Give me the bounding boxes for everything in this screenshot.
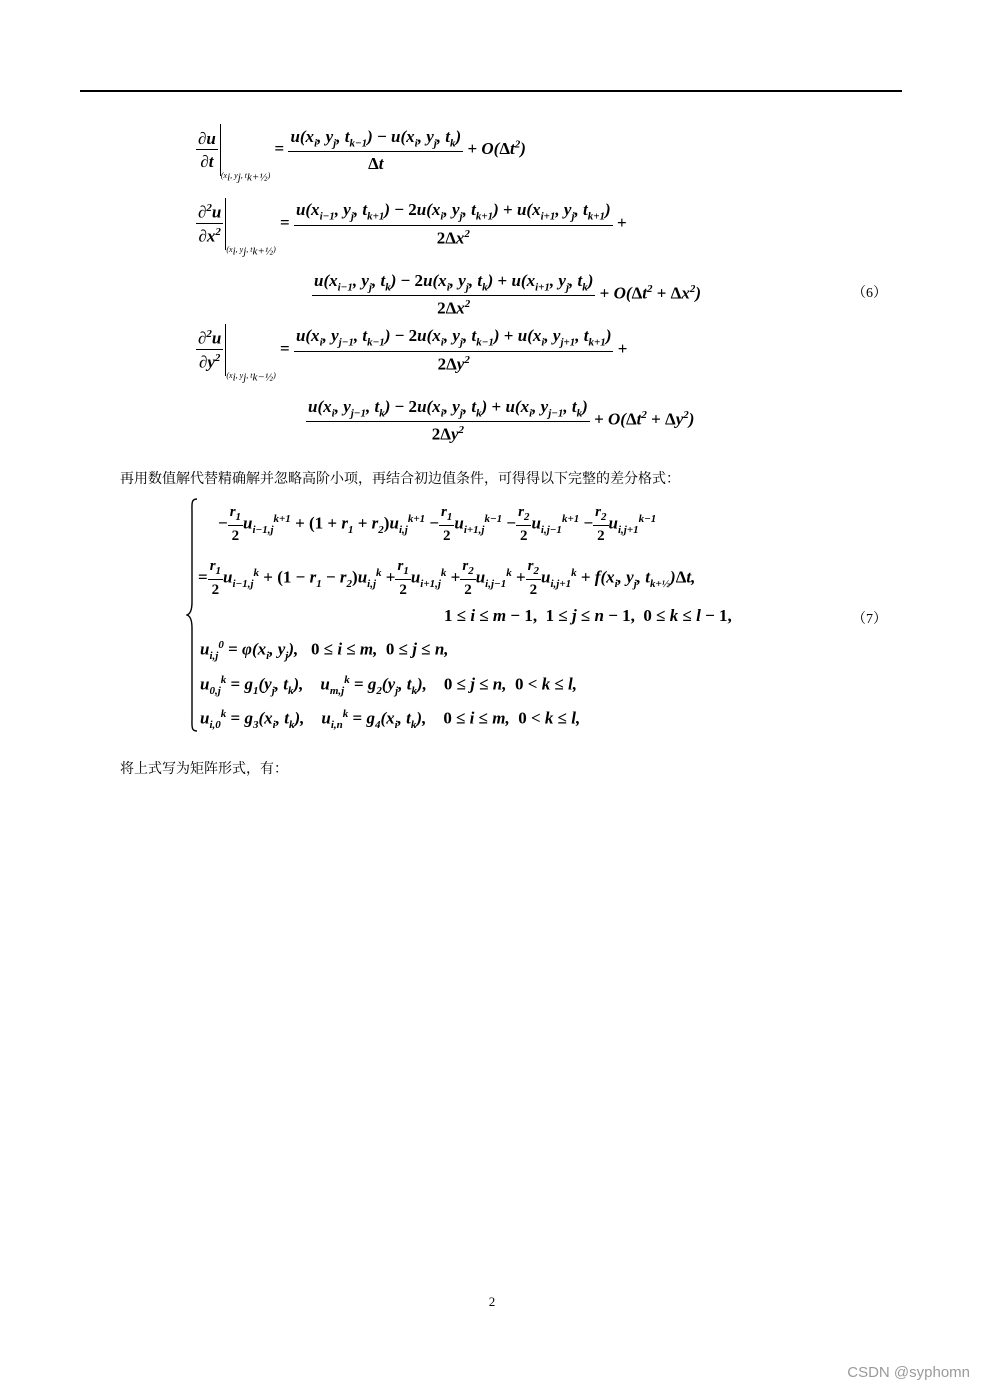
eq6-line-d2u-dx2-a: $\frac{\partial^2u}{\partial x^2}$ ($x_i$, $y_j$, $t_{k+\frac{1}{2}}$) = $\frac{u(x_{i-1}, y_j, t_{k+1}) - 2u(x_i, y_j, t_{k+1}) + u(x_{i+1}, y_j, t_{k+1})}{2\Delta x^2}$ + bbox=[196, 198, 627, 258]
equation-number-7: （7） bbox=[852, 612, 887, 627]
eq6-line-du-dt: $\frac{\partial u}{\partial t}$ ($x_i$, $y_j$, $t_{k+\frac{1}{2}}$) = $\frac{u(x_i, y_j, t_{k-1}) - u(x_i, y_j, t_k)}{\Delta t}$ + $O(\Delta t^2)$ bbox=[196, 124, 526, 184]
equation-number-6: （6） bbox=[852, 286, 887, 301]
eq7-line-6: $u_{i,0}^k = g_3(x_i$, $t_k$), $u_{i,n}^k = g_4(x_i$, $t_k$), 0 ≤ i ≤ m, 0 < k ≤ l, bbox=[200, 708, 581, 732]
eq6-line-d2u-dy2-b: $\frac{u(x_i, y_{j-1}, t_k) - 2u(x_i, y_j, t_k) + u(x_i, y_{j-1}, t_k)}{2\Delta y^2}$ + $O(\Delta t^2 + \Delta y^2)$ bbox=[308, 397, 695, 445]
eq7-line-1: − $\frac{r_1}{2}$ $u_{i-1,j}^{k+1} + (1 + r_1 + r_2)u_{i,j}^{k+1}$ − $\frac{r_1}{2}$ $u_{i+1,j}^{k-1}$ − $\frac{r_2}{2}$ $u_{i,j-1}^{k+1}$ − $\frac{r_2}{2}$ $u_{i,j+1}^{k-1}$ bbox=[218, 504, 657, 544]
system-brace bbox=[186, 498, 198, 732]
eq6-line-d2u-dy2-a: $\frac{\partial^2u}{\partial y^2}$ ($x_i$, $y_j$, $t_{k-\frac{1}{2}}$) = $\frac{u(x_i, y_{j-1}, t_{k-1}) - 2u(x_i, y_j, t_{k-1}) + u(x_i, y_{j+1}, t_{k+1})}{2\Delta y^2}$ + bbox=[196, 324, 627, 384]
header-rule bbox=[80, 90, 902, 92]
paragraph-text-2: 将上式写为矩阵形式，有： bbox=[120, 761, 288, 777]
eq7-line-3: 1 ≤ i ≤ m − 1, 1 ≤ j ≤ n − 1, 0 ≤ k ≤ l − 1, bbox=[444, 606, 732, 625]
watermark: CSDN @syphomn bbox=[847, 1364, 970, 1381]
eq7-line-5: $u_{0,j}^k = g_1(y_j$, $t_k$), $u_{m,j}^k = g_2(y_j$, $t_k$), 0 ≤ j ≤ n, 0 < k ≤ l, bbox=[200, 674, 578, 698]
page-number: 2 bbox=[488, 1294, 496, 1309]
paragraph-text-1: 再用数值解代替精确解并忽略高阶小项，再结合初边值条件，可得得以下完整的差分格式： bbox=[120, 471, 680, 487]
eq7-line-4: $u_{i,j}^0 = \varphi(x_i$, $y_j$), 0 ≤ i ≤ m, 0 ≤ j ≤ n, bbox=[200, 639, 449, 663]
eq6-line-d2u-dx2-b: $\frac{u(x_{i-1}, y_j, t_k) - 2u(x_i, y_j, t_k) + u(x_{i+1}, y_j, t_k)}{2\Delta x^2}$ + $O(\Delta t^2 + \Delta x^2)$ bbox=[314, 271, 701, 319]
eq7-line-2: = $\frac{r_1}{2}$ $u_{i-1,j}^k + (1 - r_1 - r_2)u_{i,j}^k$ + $\frac{r_1}{2}$ $u_{i+1,j}^k$ + $\frac{r_2}{2}$ $u_{i,j-1}^k$ + $\frac{r_2}{2}$ $u_{i,j+1}^k + f(x_i$, $y_j$, $t_{k+\frac{1}{2}})\Delta t$, bbox=[198, 558, 696, 598]
